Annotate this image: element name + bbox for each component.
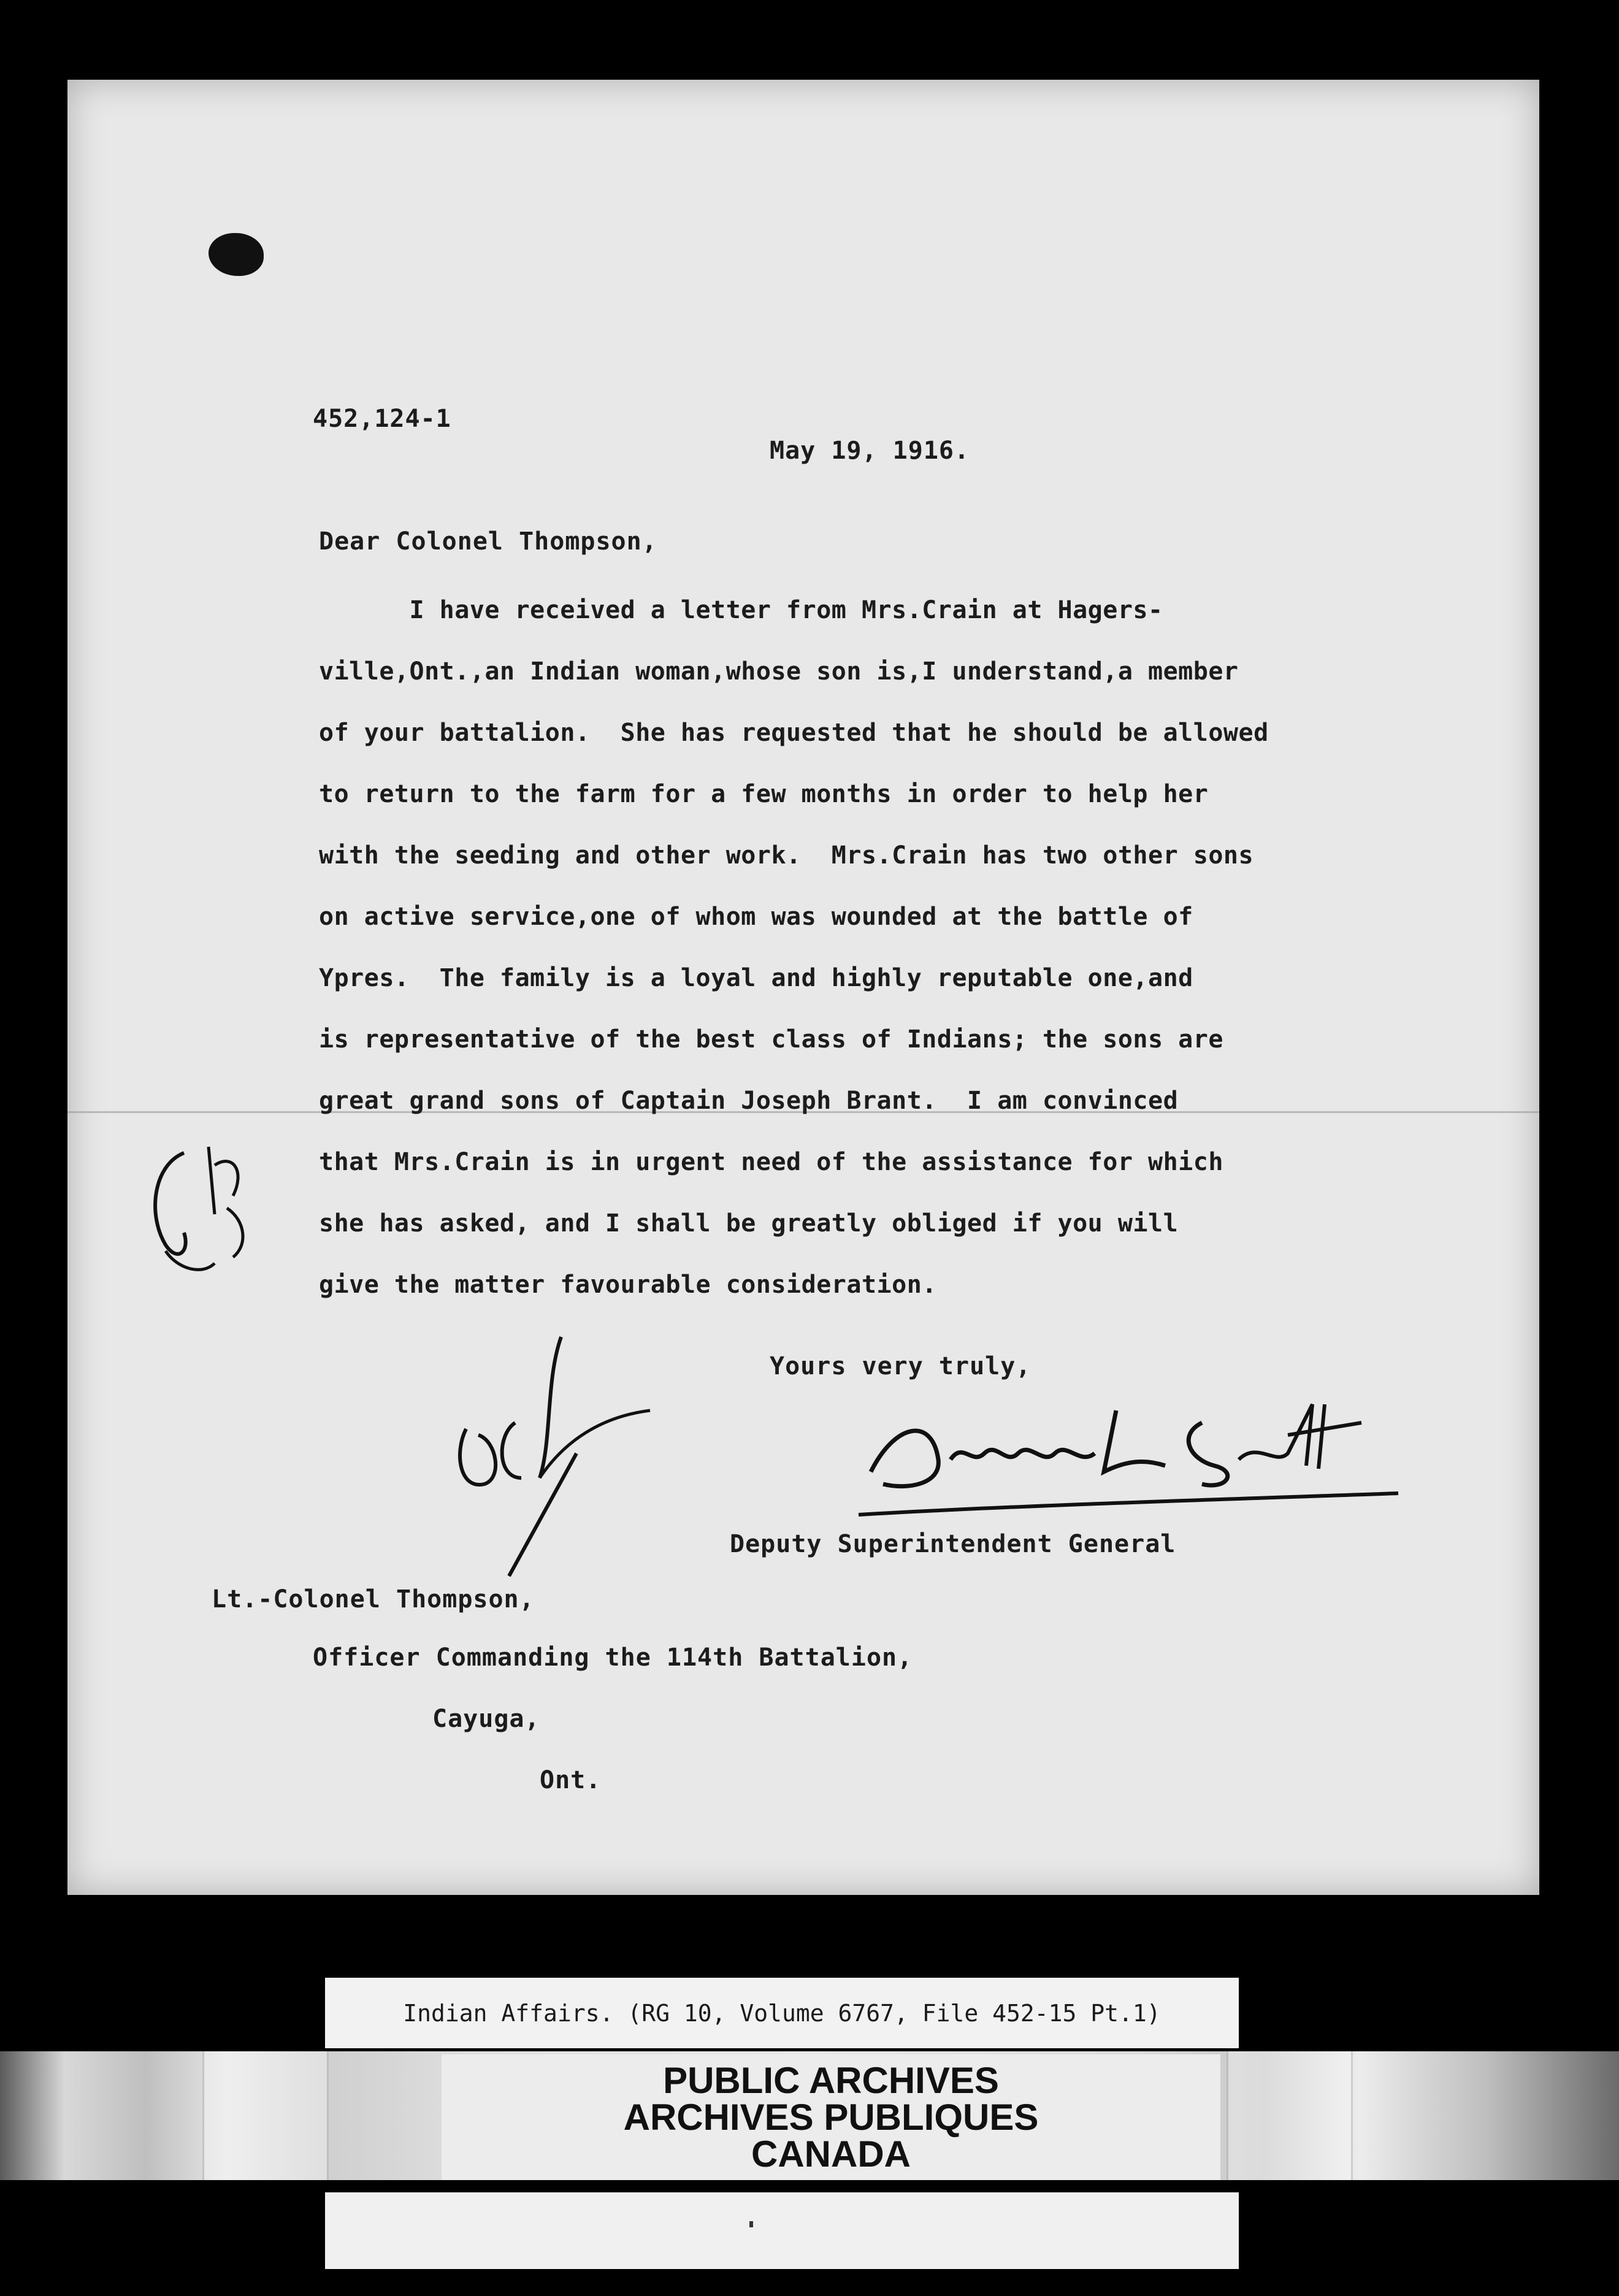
body-line: on active service,one of whom was wounded at the battle of <box>319 903 1193 931</box>
body-line: of your battalion. She has requested that he should be allowed <box>319 719 1269 747</box>
body-line: with the seeding and other work. Mrs.Crain has two other sons <box>319 841 1254 870</box>
address-town: Cayuga, <box>432 1705 540 1733</box>
signature <box>859 1368 1410 1527</box>
archive-reference-text: Indian Affairs. (RG 10, Volume 6767, File 452-15 Pt.1) <box>403 1999 1161 2027</box>
salutation: Dear Colonel Thompson, <box>319 527 657 556</box>
body-line: is representative of the best class of Indians; the sons are <box>319 1025 1223 1054</box>
body-line: ville,Ont.,an Indian woman,whose son is,I understand,a member <box>319 657 1239 686</box>
body-line: give the matter favourable consideration. <box>319 1271 937 1299</box>
body-line: Ypres. The family is a loyal and highly reputable one,and <box>319 964 1193 992</box>
address-province: Ont. <box>540 1766 602 1794</box>
file-number: 452,124-1 <box>313 405 451 433</box>
body-line: that Mrs.Crain is in urgent need of the assistance for which <box>319 1148 1223 1176</box>
tape-segment <box>202 2051 329 2180</box>
stamp-line-2: ARCHIVES PUBLIQUES <box>623 2096 1039 2138</box>
body-line: I have received a letter from Mrs.Crain at Hagers- <box>319 596 1163 624</box>
margin-initials-mark <box>141 1128 258 1288</box>
closing: Yours very truly, <box>770 1352 1031 1380</box>
signatory-title: Deputy Superintendent General <box>730 1530 1176 1558</box>
archive-stamp <box>442 2054 1220 2180</box>
body-line: she has asked, and I shall be greatly obliged if you will <box>319 1209 1179 1238</box>
bottom-mark <box>749 2221 753 2227</box>
letter-date: May 19, 1916. <box>770 437 970 465</box>
stamp-line-3: CANADA <box>751 2133 911 2175</box>
body-line: to return to the farm for a few months in order to help her <box>319 780 1209 808</box>
address-position: Officer Commanding the 114th Battalion, <box>313 1644 913 1672</box>
stamp-line-1: PUBLIC ARCHIVES <box>663 2059 999 2101</box>
archive-reference-label <box>325 1978 1239 2048</box>
body-line: great grand sons of Captain Joseph Brant. I am convinced <box>319 1087 1179 1115</box>
bottom-blank-label <box>325 2192 1239 2269</box>
address-name: Lt.-Colonel Thompson, <box>212 1585 535 1613</box>
tape-segment <box>1227 2051 1353 2180</box>
letter-body <box>248 580 1475 1315</box>
initials-flourish <box>448 1331 668 1588</box>
punch-hole <box>209 233 264 276</box>
